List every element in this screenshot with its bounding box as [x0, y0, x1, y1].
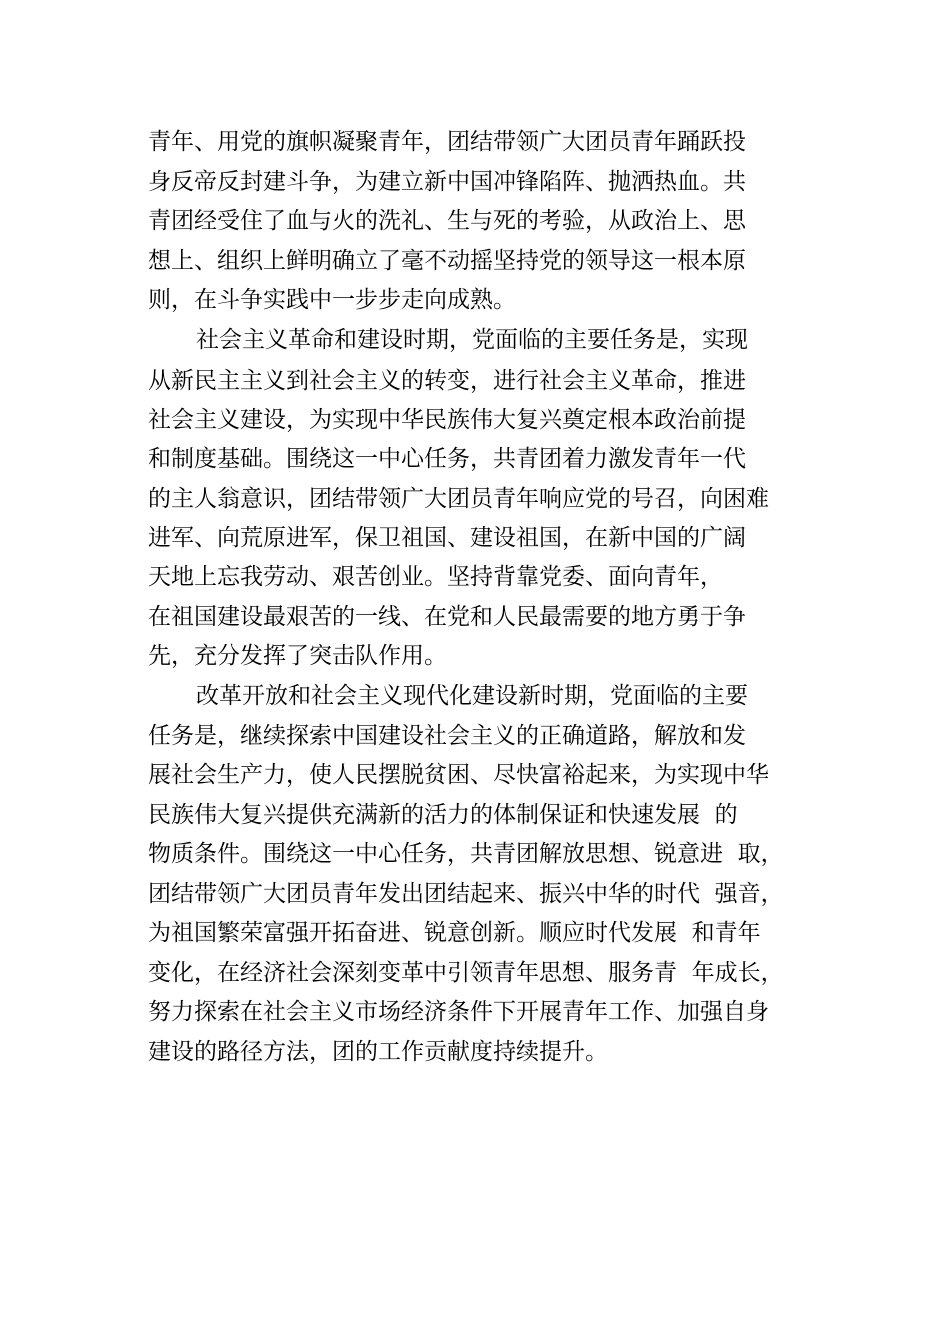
paragraph-first-line: 社会主义革命和建设时期，党面临的主要任务是，实现: [196, 327, 748, 353]
text-line: 社会主义建设，为实现中华民族伟大复兴奠定根本政治前提: [148, 407, 746, 433]
text-line: 任务是，继续探索中国建设社会主义的正确道路，解放和发: [148, 723, 746, 749]
paragraph-first-line: 改革开放和社会主义现代化建设新时期，党面临的主要: [196, 683, 748, 709]
text-line: 青团经受住了血与火的洗礼、生与死的考验，从政治上、思: [148, 208, 746, 234]
text-line: 展社会生产力，使人民摆脱贫困、尽快富裕起来，为实现中华: [148, 762, 769, 788]
text-line: 努力探索在社会主义市场经济条件下开展青年工作、加强自身: [148, 999, 769, 1025]
text-line: 想上、组织上鲜明确立了毫不动摇坚持党的领导这一根本原: [148, 248, 746, 274]
text-line: 和制度基础。围绕这一中心任务，共青团着力激发青年一代: [148, 446, 746, 472]
text-line: 在祖国建设最艰苦的一线、在党和人民最需要的地方勇于争: [148, 604, 746, 630]
text-line: 青年、用党的旗帜凝聚青年，团结带领广大团员青年踊跃投: [148, 129, 746, 155]
text-line: 身反帝反封建斗争，为建立新中国冲锋陷阵、抛洒热血。共: [148, 169, 746, 195]
text-line: 团结带领广大团员青年发出团结起来、振兴中华的时代 强音，: [148, 881, 784, 907]
text-line: 进军、向荒原进军，保卫祖国、建设祖国，在新中国的广阔: [148, 525, 746, 551]
text-line: 变化，在经济社会深刻变革中引领青年思想、服务青 年成长，: [148, 960, 784, 986]
text-line: 先，充分发挥了突击队作用。: [148, 643, 447, 669]
text-line: 民族伟大复兴提供充满新的活力的体制保证和快速发展 的: [148, 802, 738, 828]
text-line: 则，在斗争实践中一步步走向成熟。: [148, 287, 516, 313]
text-line: 的主人翁意识，团结带领广大团员青年响应党的号召，向困难: [148, 486, 769, 512]
text-line: 建设的路径方法，团的工作贡献度持续提升。: [148, 1039, 608, 1065]
text-line: 为祖国繁荣富强开拓奋进、锐意创新。顺应时代发展 和青年: [148, 920, 761, 946]
text-line: 天地上忘我劳动、艰苦创业。坚持背靠党委、面向青年，: [148, 564, 723, 590]
text-line: 从新民主主义到社会主义的转变，进行社会主义革命，推进: [148, 368, 746, 394]
text-line: 物质条件。围绕这一中心任务，共青团解放思想、锐意进 取，: [148, 841, 784, 867]
